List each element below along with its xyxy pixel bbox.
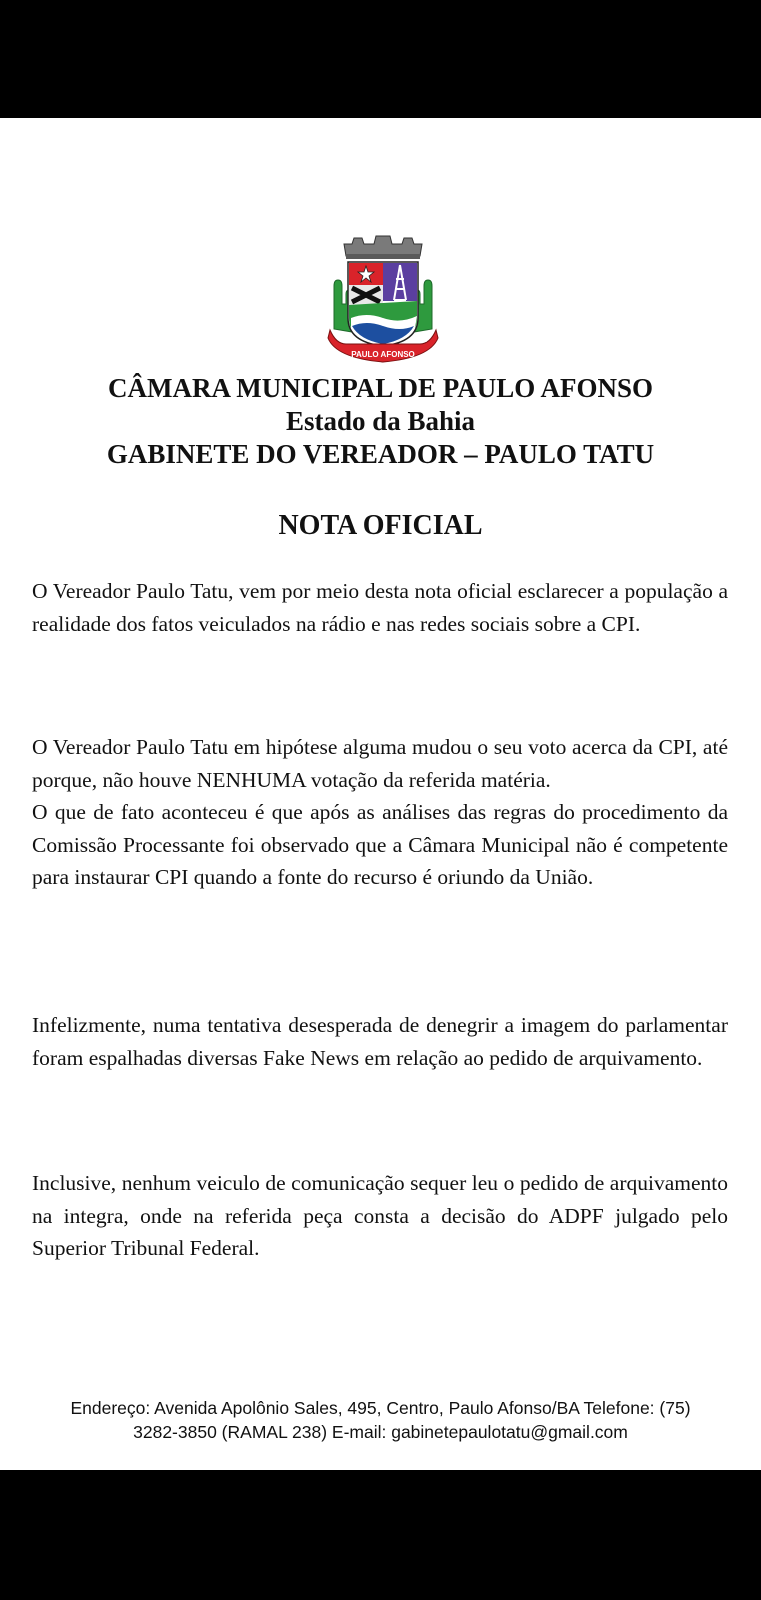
- crest-ribbon-text: PAULO AFONSO: [351, 350, 415, 359]
- paragraph-archive-request: Inclusive, nenhum veiculo de comunicação sequer leu o pedido de arquivamento na integra, onde na referida peça consta a decisão do ADPF julgado pelo Superior Tribunal Federal.: [32, 1171, 728, 1260]
- header-office-name: GABINETE DO VEREADOR – PAULO TATU: [106, 439, 655, 469]
- paragraph-fake-news: Infelizmente, numa tentativa desesperada de denegrir a imagem do parlamentar foram espalhadas diversas Fake News em relação ao pedido de arquivamento.: [32, 1013, 728, 1070]
- paulo-afonso-coat-of-arms-icon: [326, 234, 440, 364]
- crest-year-right: 1958: [416, 338, 428, 344]
- footer-phone-email-line: 3282-3850 (RAMAL 238) E-mail: gabinetepaulotatu@gmail.com: [133, 1422, 628, 1442]
- top-black-bar: [0, 0, 761, 118]
- header-chamber-name: CÂMARA MUNICIPAL DE PAULO AFONSO: [107, 373, 653, 403]
- paragraph-vote-line: O Vereador Paulo Tatu em hipótese alguma mudou o seu voto acerca da CPI, até porque, não houve NENHUMA votação da referida matéria.: [32, 735, 728, 792]
- bottom-black-bar: [0, 1470, 761, 1600]
- paragraph-intro: O Vereador Paulo Tatu, vem por meio desta nota oficial esclarecer a população a realidade dos fatos veiculados na rádio e nas redes sociais sobre a CPI.: [32, 579, 728, 636]
- footer-address-line: Endereço: Avenida Apolônio Sales, 495, Centro, Paulo Afonso/BA Telefone: (75): [70, 1398, 691, 1418]
- header-state-name: Estado da Bahia: [285, 406, 476, 436]
- crest-year-left: 1725: [340, 338, 352, 344]
- footer-contact: [20, 1396, 741, 1444]
- document-title: NOTA OFICIAL: [278, 510, 483, 541]
- paragraph-facts: O que de fato aconteceu é que após as análises das regras do procedimento da Comissão Processante foi observado que a Câmara Municipal não é competente para instaurar CPI quando a fonte do recurso é oriundo da União.: [32, 800, 728, 889]
- paragraph-vote: [32, 731, 728, 894]
